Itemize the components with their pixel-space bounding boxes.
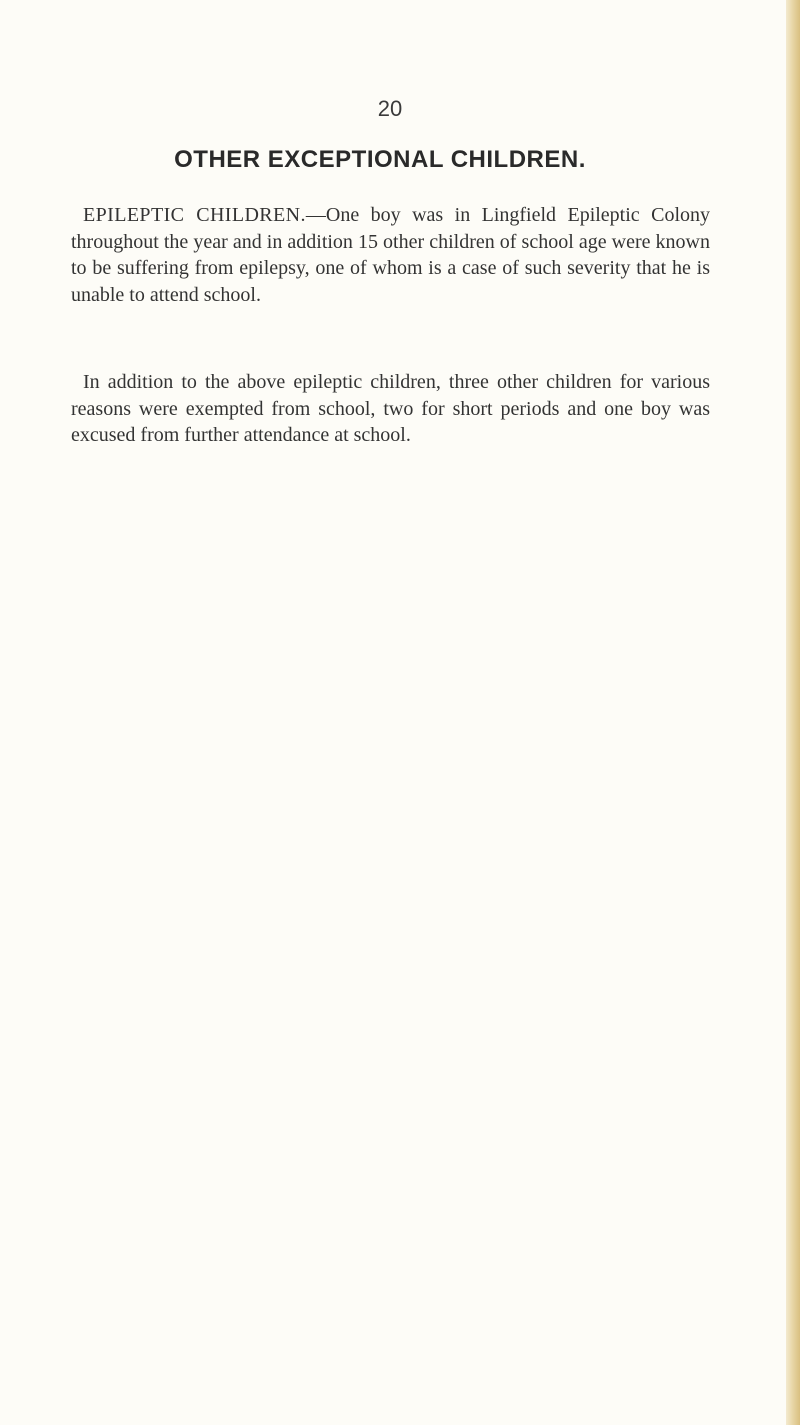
paragraph-text: —One boy was in Lingfield Epileptic Colony throughout the year and in addition 15 other children of school age were known to be suffering from epilepsy, one of whom is a case of such severity that he is unable to attend school. <box>71 204 711 306</box>
page-edge <box>786 0 800 1425</box>
paragraph-run-in-heading: EPILEPTIC CHILDREN. <box>83 204 306 226</box>
page-number: 20 <box>377 96 403 121</box>
paragraph-epileptic-children <box>71 202 710 308</box>
paragraph-exemptions: In addition to the above epileptic children, three other children for various reasons were exempted from school, two for short periods and one boy was excused from further attendance at school. <box>71 371 710 446</box>
section-title: OTHER EXCEPTIONAL CHILDREN. <box>174 146 586 173</box>
